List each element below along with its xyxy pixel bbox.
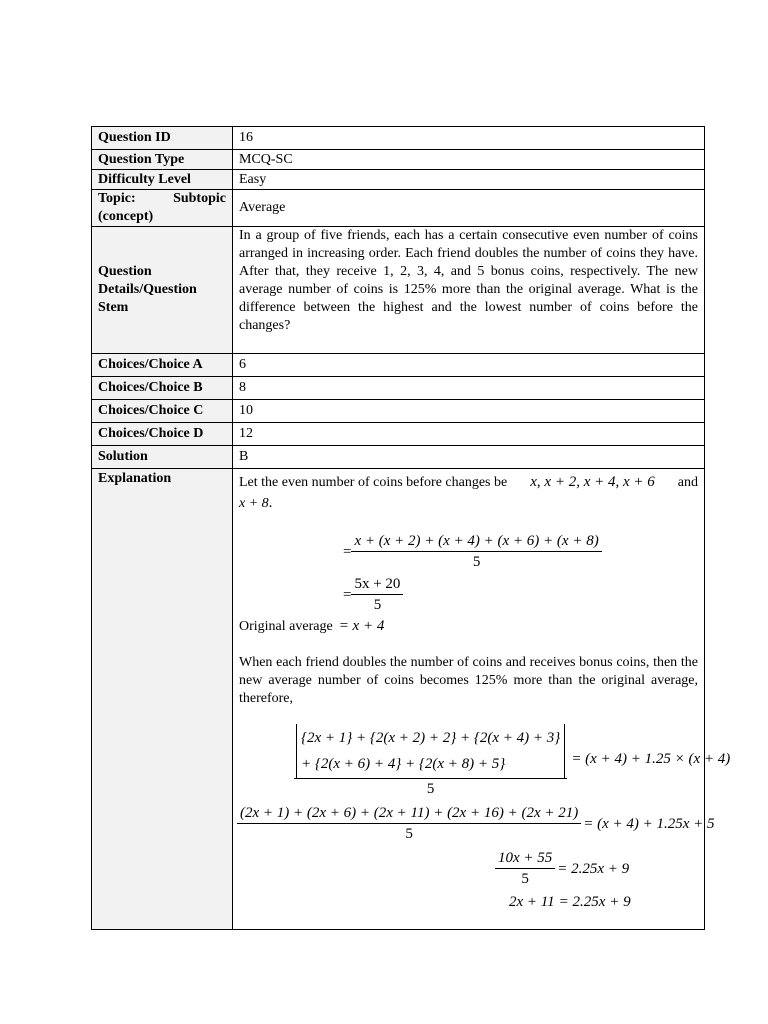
sum-numerator: x + (x + 2) + (x + 4) + (x + 6) + (x + 8) [351, 531, 601, 552]
value-question-type: MCQ-SC [233, 150, 705, 170]
row-choice-d [92, 423, 705, 446]
label-choice-d: Choices/Choice D [92, 423, 233, 446]
row-explanation [92, 469, 705, 930]
label-question-stem: Question Details/Question Stem [92, 227, 233, 354]
sum-equation: = $\frac{x + (x + 2) + (x + 4) + (x + 6) + (x + 8)}{5}$ [239, 531, 698, 572]
value-explanation [233, 469, 731, 930]
eq4-rhs: = 2.25x + 9 [558, 894, 631, 910]
row-choice-a [92, 354, 705, 377]
row-topic [92, 190, 705, 227]
equation-1 [239, 724, 731, 799]
value-choice-c: 10 [233, 400, 705, 423]
label-choice-c: Choices/Choice C [92, 400, 233, 423]
eq1-denominator: 5 [426, 781, 435, 797]
value-topic: Average [233, 190, 705, 227]
explanation-and: and [677, 475, 698, 490]
label-topic-b: Subtopic [173, 191, 226, 206]
equation-2 [237, 803, 715, 844]
eq2-numerator: (2x + 1) + (2x + 6) + (2x + 11) + (2x + 16) + (2x + 21) [237, 803, 581, 824]
original-average-line [239, 617, 698, 636]
value-solution: B [233, 446, 705, 469]
value-question-id: 16 [233, 127, 705, 150]
row-solution [92, 446, 705, 469]
row-question-type [92, 150, 705, 170]
label-choice-a: Choices/Choice A [92, 354, 233, 377]
eq3-rhs: = 2.25x + 9 [557, 860, 630, 877]
explanation-last-term: x + 8 [239, 496, 269, 511]
row-question-id [92, 127, 705, 150]
question-table [91, 126, 731, 930]
original-average-value: = x + 4 [338, 618, 385, 634]
explanation-intro-terms: x, x + 2, x + 4, x + 6 [530, 474, 655, 490]
eq1-rhs: = (x + 4) + 1.25 × (x + 4) [571, 750, 731, 767]
value-choice-d: 12 [233, 423, 705, 446]
simplified-numerator: 5x + 20 [351, 574, 403, 595]
row-question-stem [92, 227, 705, 354]
eq1-line1: {2x + 1} + {2(x + 2) + 2} + {2(x + 4) + 3} [301, 730, 561, 746]
label-choice-b: Choices/Choice B [92, 377, 233, 400]
label-topic-a: Topic: [98, 191, 136, 206]
row-difficulty [92, 170, 705, 190]
explanation-last-term-line: x + 8. [239, 495, 273, 511]
eq3-denominator: 5 [521, 871, 529, 887]
simplified-equation: = $\frac{5x + 20}{5}$ [239, 574, 698, 615]
eq2-rhs: = (x + 4) + 1.25x + 5 [583, 815, 715, 832]
label-solution: Solution [92, 446, 233, 469]
label-explanation: Explanation [92, 469, 233, 930]
original-average-label: Original average [239, 619, 333, 634]
simplified-denominator: 5 [373, 597, 382, 613]
value-choice-b: 8 [233, 377, 705, 400]
label-question-type: Question Type [92, 150, 233, 170]
equation-4 [239, 893, 698, 911]
eq1-line2: + {2(x + 6) + 4} + {2(x + 8) + 5} [301, 756, 506, 772]
eq3-numerator: 10x + 55 [495, 848, 555, 869]
label-question-id: Question ID [92, 127, 233, 150]
row-choice-b [92, 377, 705, 400]
label-topic-c: (concept) [98, 209, 154, 224]
explanation-intro-line [239, 473, 698, 492]
sum-denominator: 5 [472, 554, 481, 570]
value-difficulty: Easy [233, 170, 705, 190]
eq4-lhs: 2x + 11 [509, 894, 555, 910]
label-topic [92, 190, 233, 227]
equation-3 [239, 848, 698, 889]
explanation-paragraph: When each friend doubles the number of coins and receives bonus coins, then the new average number of coins becomes 125% more than the original average, therefore, [239, 655, 698, 706]
value-choice-a: 6 [233, 354, 705, 377]
value-question-stem: In a group of five friends, each has a certain consecutive even number of coins arranged in increasing order. Each friend doubles the number of coins they have. After that, they receive 1, 2, 3, 4, and 5 bonus coins, respectively. The new average number of coins is 125% more than the original average. What is the difference between the highest and the lowest number of coins before the changes? [233, 227, 705, 354]
explanation-intro: Let the even number of coins before changes be [239, 475, 508, 490]
eq2-denominator: 5 [405, 826, 413, 842]
label-difficulty: Difficulty Level [92, 170, 233, 190]
row-choice-c [92, 400, 705, 423]
